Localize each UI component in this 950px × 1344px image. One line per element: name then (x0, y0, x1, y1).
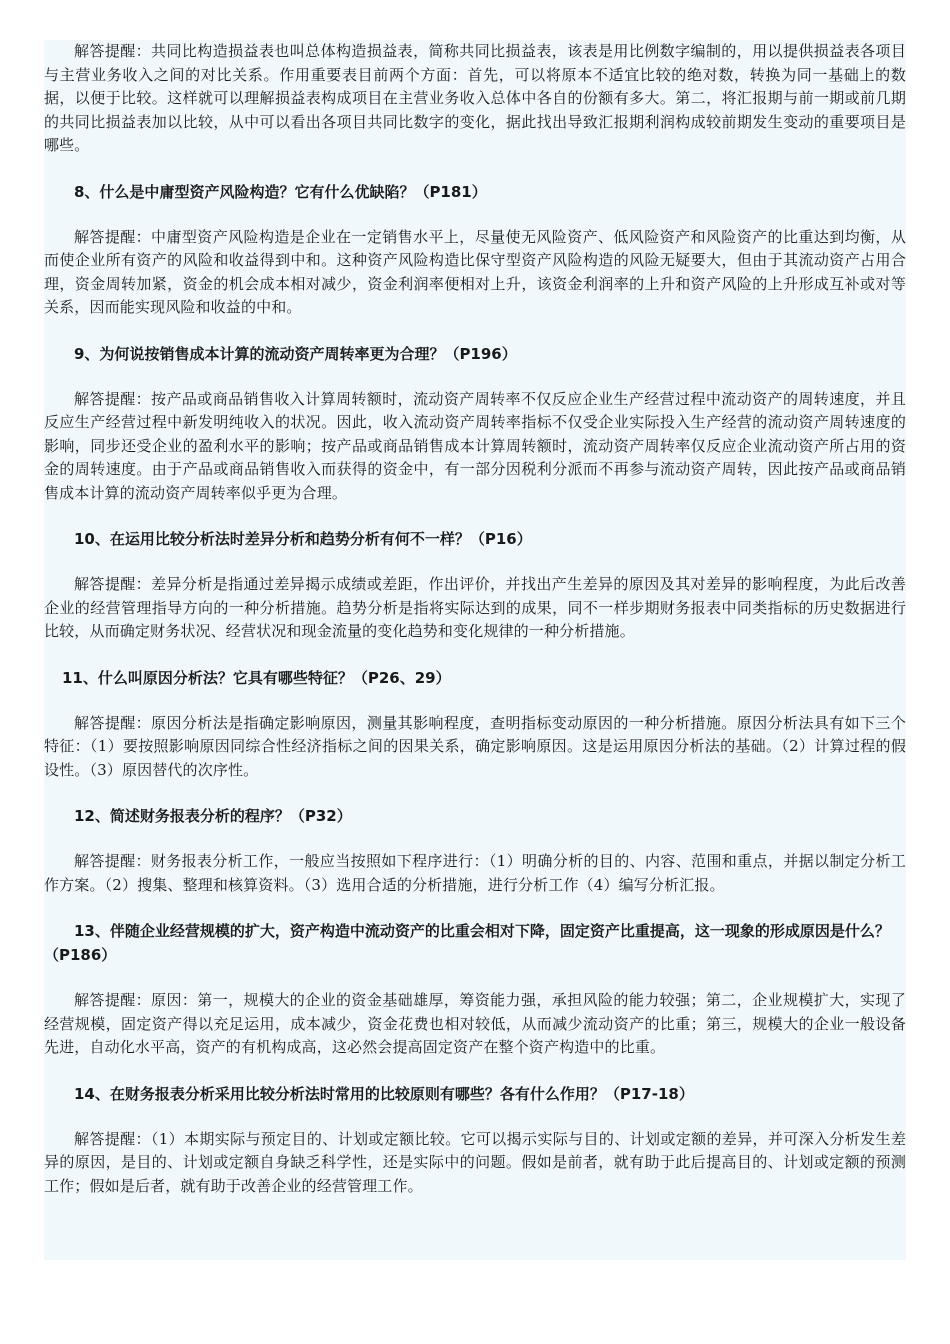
question-heading: 8、什么是中庸型资产风险构造？它有什么优缺陷？（P181） (74, 182, 487, 201)
answer-paragraph: 解答提醒：中庸型资产风险构造是企业在一定销售水平上，尽量使无风险资产、低风险资产和风险资产的比重达到均衡，从而使企业所有资产的风险和收益得到中和。这种资产风险构造比保守型资产风险构造的风险无疑要大，但由于其流动资产占用合理，资金周转加紧，资金的机会成本相对减少，资金利润率便相对上升，该资金利润率的上升和资产风险的上升形成互补或对等关系，因而能实现风险和收益的中和。 (44, 227, 906, 316)
question-heading: 9、为何说按销售成本计算的流动资产周转率更为合理？（P196） (74, 344, 517, 363)
question-heading: 10、在运用比较分析法时差异分析和趋势分析有何不一样？（P16） (74, 530, 532, 548)
answer-paragraph: 解答提醒：差异分析是指通过差异揭示成绩或差距，作出评价，并找出产生差异的原因及其对差异的影响程度，为此后改善企业的经营管理指导方向的一种分析措施。趋势分析是指将实际达到的成果，同不一样步期财务报表中同类指标的历史数据进行比较，从而确定财务状况、经营状况和现金流量的变化趋势和变化规律的一种分析措施。 (44, 575, 906, 640)
question-heading: 14、在财务报表分析采用比较分析法时常用的比较原则有哪些？各有什么作用？（P17-18） (74, 1084, 694, 1103)
answer-paragraph: 解答提醒：（1）本期实际与预定目的、计划或定额比较。它可以揭示实际与目的、计划或定额的差异，并可深入分析发生差异的原因，是目的、计划或定额自身缺乏科学性，还是实际中的问题。假如是前者，就有助于此后提高目的、计划或定额的预测工作；假如是后者，就有助于改善企业的经营管理工作。 (44, 1129, 906, 1195)
document-body (44, 40, 906, 1198)
answer-paragraph: 解答提醒：共同比构造损益表也叫总体构造损益表，简称共同比损益表，该表是用比例数字编制的，用以提供损益表各项目与主营业务收入之间的对比关系。作用重要表目前两个方面：首先，可以将原本不适宜比较的绝对数，转换为同一基础上的数据，以便于比较。这样就可以理解损益表构成项目在主营业务收入总体中各自的份额有多大。第二，将汇报期与前一期或前几期的共同比损益表加以比较，从中可以看出各项目共同比数字的变化，据此找出导致汇报期利润构成较前期发生变动的重要项目是哪些。 (44, 42, 906, 154)
question-heading: 12、简述财务报表分析的程序？（P32） (74, 807, 352, 825)
question-heading: 13、伴随企业经营规模的扩大，资产构造中流动资产的比重会相对下降，固定资产比重提高，这一现象的形成原因是什么？（P186） (44, 922, 890, 964)
question-heading: 11、什么叫原因分析法？它具有哪些特征？（P26、29） (62, 668, 451, 687)
answer-paragraph: 解答提醒：原因分析法是指确定影响原因，测量其影响程度，查明指标变动原因的一种分析措施。原因分析法具有如下三个特征：（1）要按照影响原因同综合性经济指标之间的因果关系，确定影响原因。这是运用原因分析法的基础。（2）计算过程的假设性。（3）原因替代的次序性。 (44, 713, 906, 779)
answer-paragraph: 解答提醒：原因：第一，规模大的企业的资金基础雄厚，筹资能力强，承担风险的能力较强；第二，企业规模扩大，实现了经营规模，固定资产得以充足运用，成本减少，资金花费也相对较低，从而减少流动资产的比重；第三，规模大的企业一般设备先进，自动化水平高，资产的有机构成高，这必然会提高固定资产在整个资产构造中的比重。 (44, 991, 906, 1056)
answer-paragraph: 解答提醒：财务报表分析工作，一般应当按照如下程序进行：（1）明确分析的目的、内容、范围和重点，并据以制定分析工作方案。（2）搜集、整理和核算资料。（3）选用合适的分析措施，进行分析工作（4）编写分析汇报。 (44, 852, 906, 894)
answer-paragraph: 解答提醒：按产品或商品销售收入计算周转额时，流动资产周转率不仅反应企业生产经营过程中流动资产的周转速度，并且反应生产经营过程中新发明纯收入的状况。因此，收入流动资产周转率指标不仅受企业实际投入生产经营的流动资产周转速度的影响，同步还受企业的盈利水平的影响；按产品或商品销售成本计算周转额时，流动资产周转率仅反应企业流动资产所占用的资金的周转速度。由于产品或商品销售收入而获得的资金中，有一部分因税利分派而不再参与流动资产周转，因此按产品或商品销售成本计算的流动资产周转率似乎更为合理。 (44, 389, 906, 502)
